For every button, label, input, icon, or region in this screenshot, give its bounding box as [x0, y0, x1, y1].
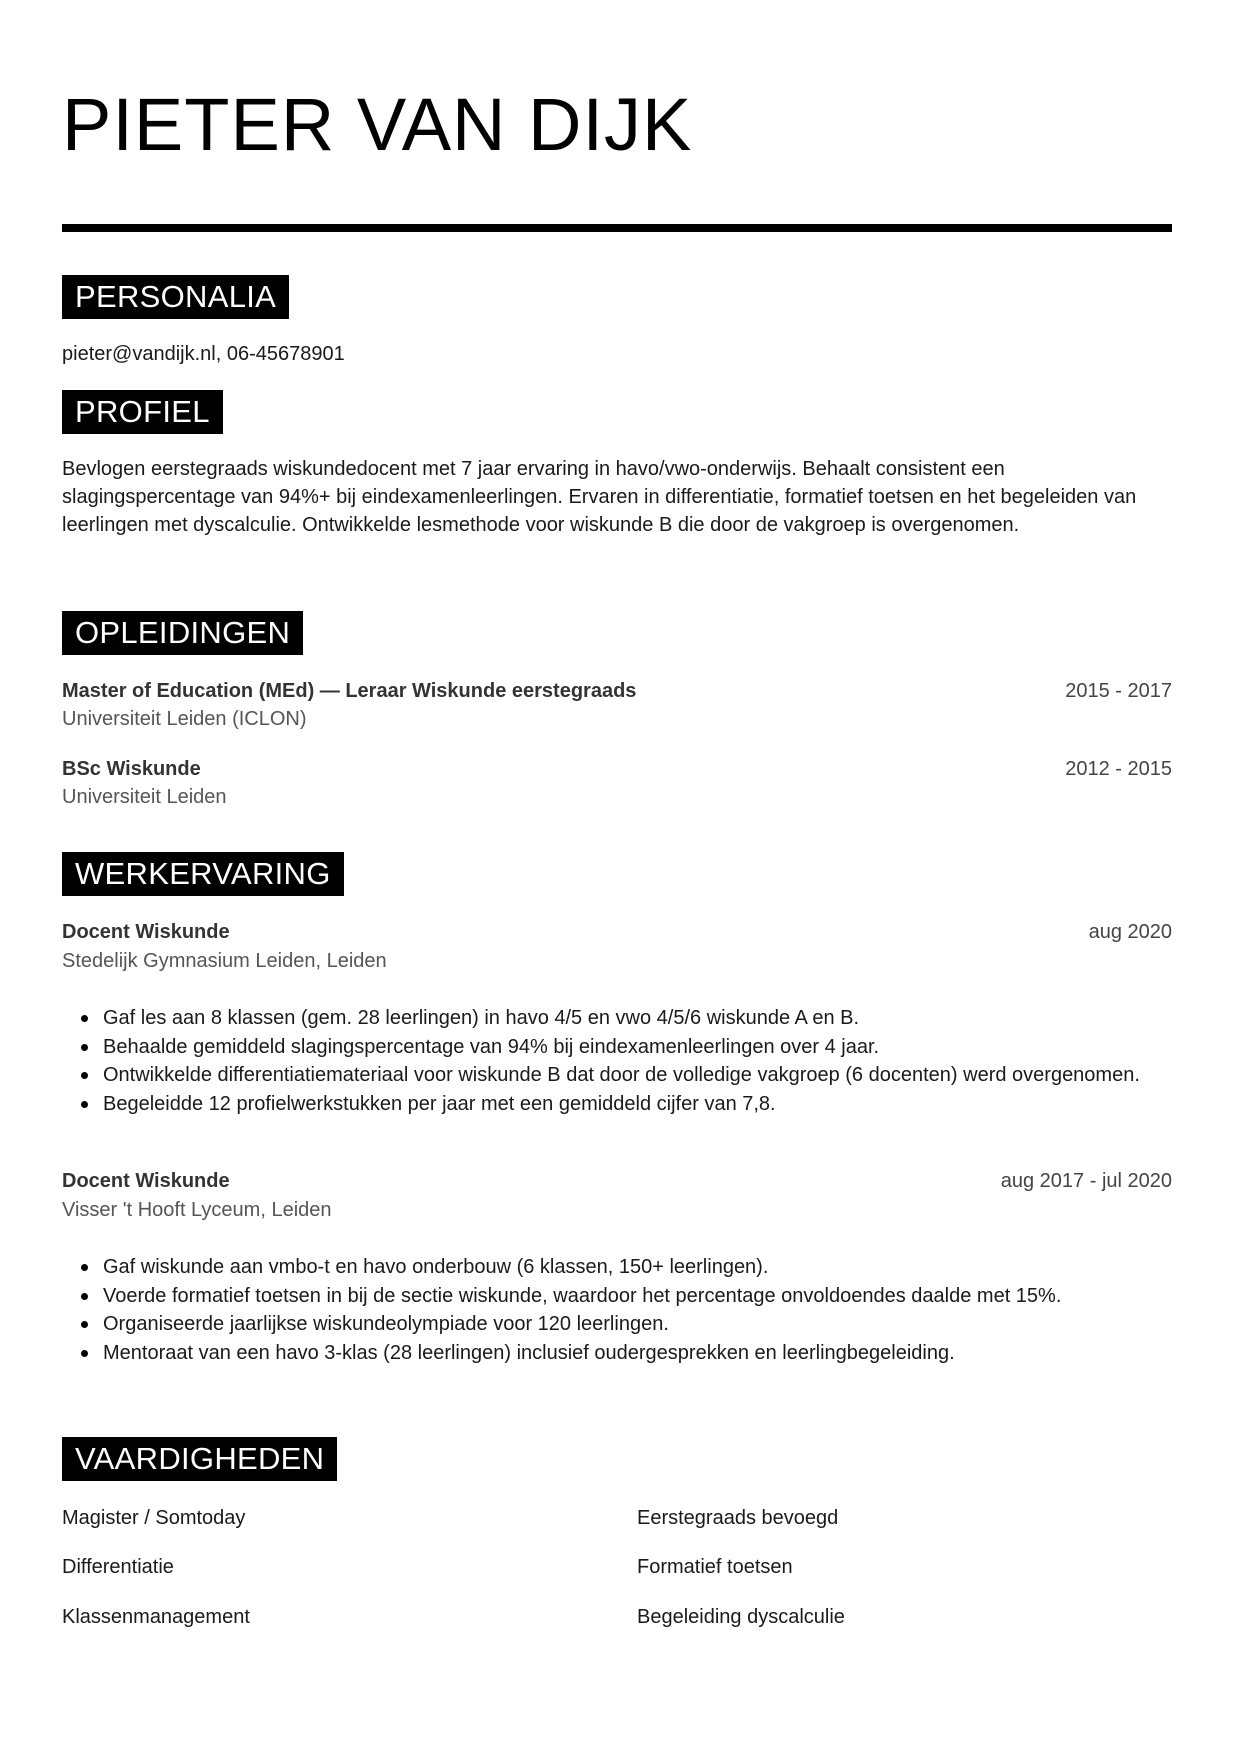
section-heading-werkervaring: WERKERVARING [62, 852, 344, 896]
candidate-name: PIETER VAN DIJK [62, 83, 693, 166]
bullet-item: Gaf wiskunde aan vmbo-t en havo onderbouw (6 klassen, 150+ leerlingen). [62, 1253, 1172, 1282]
skill-item: Formatief toetsen [637, 1556, 793, 1578]
experience-employer: Visser 't Hooft Lyceum, Leiden [62, 1199, 332, 1221]
experience-bullets [62, 1004, 1172, 1118]
skill-item: Eerstegraads bevoegd [637, 1507, 839, 1529]
bullet-item: Ontwikkelde differentiatiemateriaal voor wiskunde B dat door de volledige vakgroep (6 docenten) werd overgenomen. [62, 1061, 1172, 1090]
bullet-item: Organiseerde jaarlijkse wiskundeolympiade voor 120 leerlingen. [62, 1310, 1172, 1339]
education-degree: Master of Education (MEd) — Leraar Wiskunde eerstegraads [62, 680, 637, 702]
skill-item: Magister / Somtoday [62, 1507, 246, 1529]
experience-employer: Stedelijk Gymnasium Leiden, Leiden [62, 950, 387, 972]
experience-period: aug 2020 [1088, 921, 1172, 943]
experience-period: aug 2017 - jul 2020 [1000, 1170, 1172, 1192]
section-heading-profiel: PROFIEL [62, 390, 223, 434]
skill-item: Differentiatie [62, 1556, 174, 1578]
education-period: 2012 - 2015 [1065, 758, 1172, 780]
education-period: 2015 - 2017 [1065, 680, 1172, 702]
experience-role: Docent Wiskunde [62, 921, 230, 943]
section-heading-opleidingen: OPLEIDINGEN [62, 611, 303, 655]
bullet-item: Behaalde gemiddeld slagingspercentage van 94% bij eindexamenleerlingen over 4 jaar. [62, 1033, 1172, 1062]
section-heading-vaardigheden: VAARDIGHEDEN [62, 1437, 337, 1481]
education-degree: BSc Wiskunde [62, 758, 201, 780]
profile-summary: Bevlogen eerstegraads wiskundedocent met 7 jaar ervaring in havo/vwo-onderwijs. Behaalt consistent een slagingspercentage van 94%+ bij eindexamenleerlingen. Ervaren in differentiatie, formatief toetsen en het begeleiden van leerlingen met dyscalculie. Ontwikkelde lesmethode voor wiskunde B die door de vakgroep is overgenomen. [62, 458, 1137, 536]
header-divider [62, 224, 1172, 232]
skill-item: Begeleiding dyscalculie [637, 1606, 845, 1628]
bullet-item: Voerde formatief toetsen in bij de sectie wiskunde, waardoor het percentage onvoldoendes daalde met 15%. [62, 1282, 1172, 1311]
experience-bullets [62, 1253, 1172, 1367]
section-heading-personalia: PERSONALIA [62, 275, 289, 319]
skill-item: Klassenmanagement [62, 1606, 250, 1628]
bullet-item: Gaf les aan 8 klassen (gem. 28 leerlingen) in havo 4/5 en vwo 4/5/6 wiskunde A en B. [62, 1004, 1172, 1033]
experience-role: Docent Wiskunde [62, 1170, 230, 1192]
bullet-item: Begeleidde 12 profielwerkstukken per jaar met een gemiddeld cijfer van 7,8. [62, 1090, 1172, 1119]
education-school: Universiteit Leiden [62, 786, 227, 808]
education-school: Universiteit Leiden (ICLON) [62, 708, 307, 730]
bullet-item: Mentoraat van een havo 3-klas (28 leerlingen) inclusief oudergesprekken en leerlingbegeleiding. [62, 1339, 1172, 1368]
contact-info: pieter@vandijk.nl, 06-45678901 [62, 343, 345, 365]
